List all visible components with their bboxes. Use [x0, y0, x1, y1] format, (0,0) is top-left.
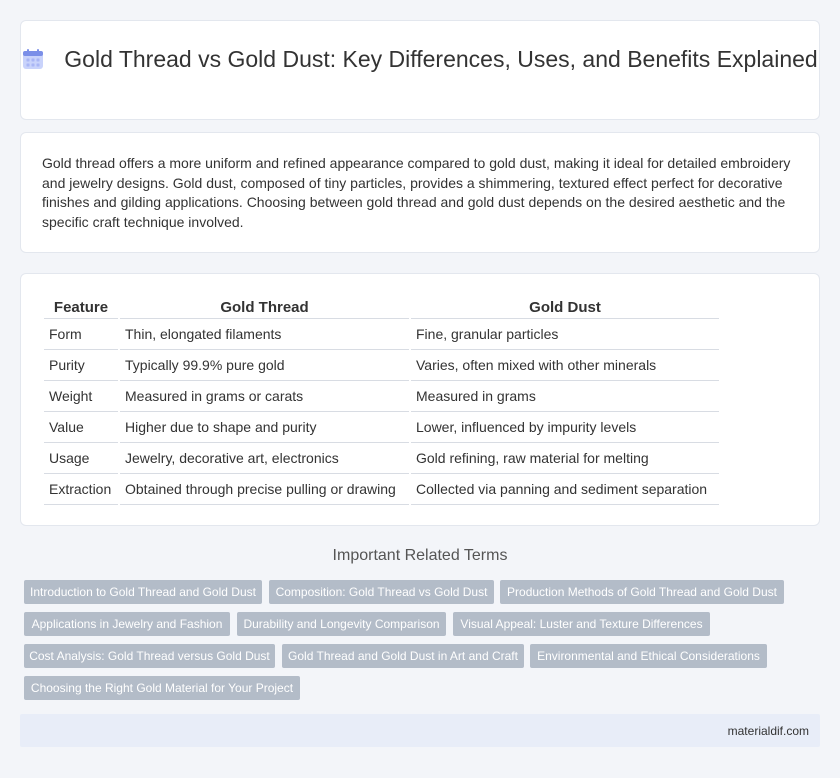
intro-card — [20, 132, 820, 253]
comparison-table-card — [20, 273, 820, 526]
related-terms-heading: Important Related Terms — [332, 547, 508, 564]
related-tag-visual-appeal[interactable]: Visual Appeal: Luster and Texture Differences — [453, 612, 710, 636]
row-feature: Value — [44, 412, 118, 443]
row-gold-thread: Typically 99.9% pure gold — [120, 350, 409, 381]
footer-bar — [20, 714, 820, 747]
related-tag-production-methods[interactable]: Production Methods of Gold Thread and Gold Dust — [500, 580, 784, 604]
table-row — [44, 474, 719, 505]
page-title: Gold Thread vs Gold Dust: Key Differences, Uses, and Benefits Explained — [64, 46, 818, 72]
calendar-icon — [22, 48, 44, 70]
row-gold-dust: Fine, granular particles — [411, 319, 719, 350]
row-gold-dust: Gold refining, raw material for melting — [411, 443, 719, 474]
page-title-wrap — [21, 45, 819, 74]
header-card — [20, 20, 820, 120]
header-feature: Feature — [44, 296, 118, 319]
row-gold-dust: Collected via panning and sediment separation — [411, 474, 719, 505]
related-tag-environmental[interactable]: Environmental and Ethical Considerations — [530, 644, 767, 668]
related-tag-introduction[interactable]: Introduction to Gold Thread and Gold Dust — [24, 580, 262, 604]
row-gold-thread: Thin, elongated filaments — [120, 319, 409, 350]
row-feature: Extraction — [44, 474, 118, 505]
related-tag-choosing-material[interactable]: Choosing the Right Gold Material for Your Project — [24, 676, 300, 700]
table-row — [44, 381, 719, 412]
row-feature: Weight — [44, 381, 118, 412]
table-row — [44, 319, 719, 350]
related-tag-art-and-craft[interactable]: Gold Thread and Gold Dust in Art and Craft — [282, 644, 524, 668]
row-gold-dust: Varies, often mixed with other minerals — [411, 350, 719, 381]
related-tag-cost-analysis[interactable]: Cost Analysis: Gold Thread versus Gold Dust — [24, 644, 275, 668]
comparison-table — [42, 296, 721, 505]
table-header-row — [44, 296, 719, 319]
table-row — [44, 443, 719, 474]
row-gold-thread: Jewelry, decorative art, electronics — [120, 443, 409, 474]
row-feature: Usage — [44, 443, 118, 474]
row-gold-thread: Measured in grams or carats — [120, 381, 409, 412]
header-gold-thread: Gold Thread — [120, 296, 409, 319]
table-row — [44, 350, 719, 381]
row-gold-dust: Lower, influenced by impurity levels — [411, 412, 719, 443]
related-tag-durability[interactable]: Durability and Longevity Comparison — [237, 612, 446, 636]
row-feature: Purity — [44, 350, 118, 381]
row-gold-thread: Obtained through precise pulling or drawing — [120, 474, 409, 505]
related-tag-composition[interactable]: Composition: Gold Thread vs Gold Dust — [269, 580, 494, 604]
row-gold-dust: Measured in grams — [411, 381, 719, 412]
header-gold-dust: Gold Dust — [411, 296, 719, 319]
row-gold-thread: Higher due to shape and purity — [120, 412, 409, 443]
intro-paragraph: Gold thread offers a more uniform and refined appearance compared to gold dust, making it ideal for detailed embroidery and jewelry designs. Gold dust, composed of tiny particles, provides a shimmering, textured effect perfect for decorative finishes and gilding applications. Choosing between gold thread and gold dust depends on the desired aesthetic and the specific craft technique involved. — [42, 155, 791, 230]
related-tag-applications[interactable]: Applications in Jewelry and Fashion — [24, 612, 230, 636]
row-feature: Form — [44, 319, 118, 350]
table-row — [44, 412, 719, 443]
footer-site-link[interactable]: materialdif.com — [727, 724, 809, 738]
